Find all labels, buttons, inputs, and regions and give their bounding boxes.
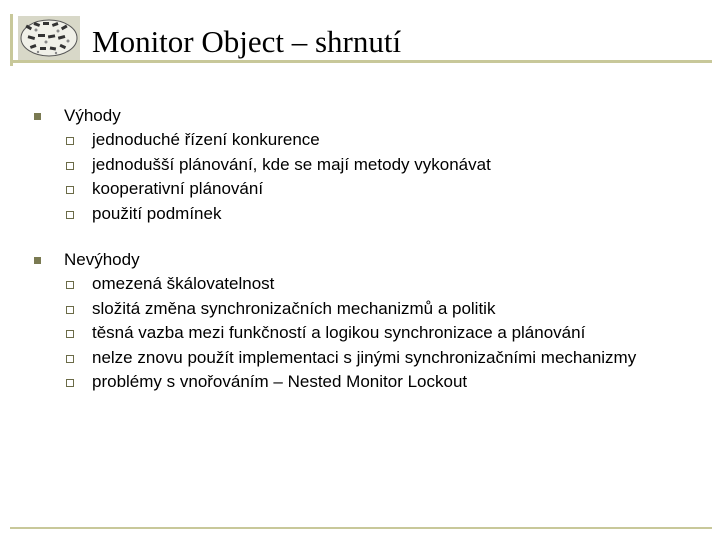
hollow-square-bullet-icon [66,211,74,219]
list-item: nelze znovu použít implementaci s jinými synchronizačními mechanizmy [66,346,636,371]
slide-title: Monitor Object – shrnutí [92,24,402,59]
disadvantages-list [66,272,636,395]
section-title: Výhody [64,106,121,125]
hollow-square-bullet-icon [66,162,74,170]
title-underline [10,60,712,63]
filled-square-bullet-icon [34,113,41,120]
hollow-square-bullet-icon [66,281,74,289]
list-item: jednodušší plánování, kde se mají metody vykonávat [66,153,491,178]
hollow-square-bullet-icon [66,355,74,363]
hollow-square-bullet-icon [66,379,74,387]
section-title: Nevýhody [64,250,140,269]
list-item: jednoduché řízení konkurence [66,128,491,153]
hollow-square-bullet-icon [66,186,74,194]
hollow-square-bullet-icon [66,306,74,314]
title-frame-vertical-line [10,14,13,66]
template-logo-icon [18,16,80,60]
filled-square-bullet-icon [34,257,41,264]
list-item: těsná vazba mezi funkčností a logikou synchronizace a plánování [66,321,636,346]
list-item: kooperativní plánování [66,177,491,202]
advantages-list [66,128,491,226]
list-item: problémy s vnořováním – Nested Monitor Lockout [66,370,636,395]
list-item: omezená škálovatelnost [66,272,636,297]
footer-divider [10,527,712,529]
list-item: použití podmínek [66,202,491,227]
hollow-square-bullet-icon [66,330,74,338]
list-item: složitá změna synchronizačních mechanizmů a politik [66,297,636,322]
hollow-square-bullet-icon [66,137,74,145]
